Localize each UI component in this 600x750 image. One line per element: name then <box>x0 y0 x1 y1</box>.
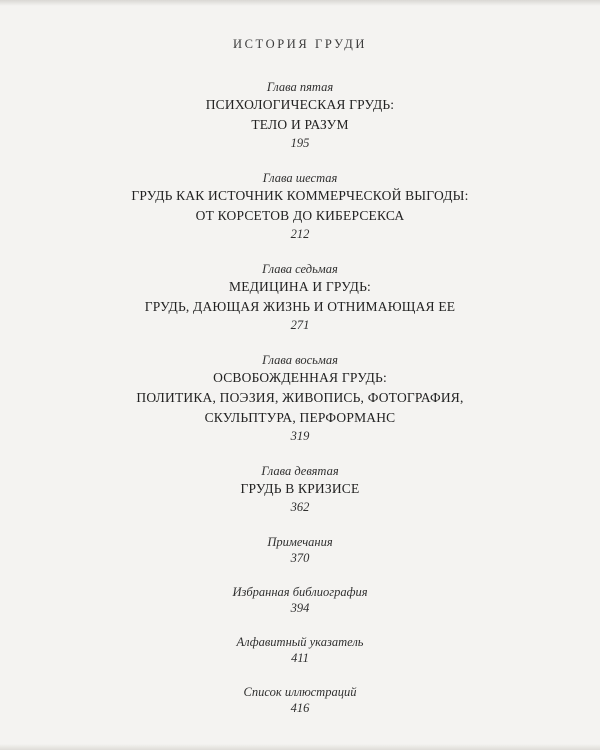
chapter-label: Глава шестая <box>262 171 338 185</box>
toc-entry-index <box>0 634 600 667</box>
section-label: Избранная библиография <box>232 585 368 599</box>
toc-entry-chapter-5 <box>0 79 600 152</box>
page-number: 394 <box>290 601 310 615</box>
chapter-title-line: ГРУДЬ В КРИЗИСЕ <box>240 481 360 496</box>
chapter-title-line: ТЕЛО И РАЗУМ <box>251 117 349 132</box>
page-number: 319 <box>290 429 310 443</box>
chapter-title-line: СКУЛЬПТУРА, ПЕРФОРМАНС <box>204 410 396 425</box>
chapter-title-line: ПОЛИТИКА, ПОЭЗИЯ, ЖИВОПИСЬ, ФОТОГРАФИЯ, <box>136 390 464 405</box>
chapter-title-line: МЕДИЦИНА И ГРУДЬ: <box>229 279 371 294</box>
chapter-title-line: ПСИХОЛОГИЧЕСКАЯ ГРУДЬ: <box>205 97 395 112</box>
chapter-title-line: ГРУДЬ КАК ИСТОЧНИК КОММЕРЧЕСКОЙ ВЫГОДЫ: <box>131 188 469 203</box>
chapter-label: Глава девятая <box>261 464 339 478</box>
toc-entry-chapter-9 <box>0 463 600 516</box>
chapter-label: Глава седьмая <box>262 262 338 276</box>
page-bottom-edge <box>0 744 600 750</box>
page-number: 271 <box>290 318 310 332</box>
page-number: 411 <box>291 651 309 665</box>
toc-entry-chapter-6 <box>0 170 600 243</box>
section-label: Примечания <box>267 535 333 549</box>
toc-entry-chapter-7 <box>0 261 600 334</box>
chapter-label: Глава пятая <box>266 80 334 94</box>
page-number: 370 <box>290 551 310 565</box>
toc-entry-chapter-8 <box>0 352 600 445</box>
page-number: 195 <box>290 136 310 150</box>
toc-entry-notes <box>0 534 600 567</box>
page-number: 416 <box>290 701 310 715</box>
chapter-title-line: ГРУДЬ, ДАЮЩАЯ ЖИЗНЬ И ОТНИМАЮЩАЯ ЕЕ <box>144 299 456 314</box>
chapter-title-line: ОСВОБОЖДЕННАЯ ГРУДЬ: <box>213 370 387 385</box>
running-head: ИСТОРИЯ ГРУДИ <box>232 37 368 51</box>
section-label: Алфавитный указатель <box>236 635 364 649</box>
chapter-label: Глава восьмая <box>262 353 338 367</box>
toc-entry-illustrations <box>0 684 600 717</box>
page-number: 362 <box>290 500 310 514</box>
chapter-title-line: ОТ КОРСЕТОВ ДО КИБЕРСЕКСА <box>195 208 405 223</box>
table-of-contents <box>0 79 600 734</box>
section-label: Список иллюстраций <box>243 685 357 699</box>
page-number: 212 <box>290 227 310 241</box>
toc-entry-bibliography <box>0 584 600 617</box>
page-top-edge <box>0 0 600 6</box>
